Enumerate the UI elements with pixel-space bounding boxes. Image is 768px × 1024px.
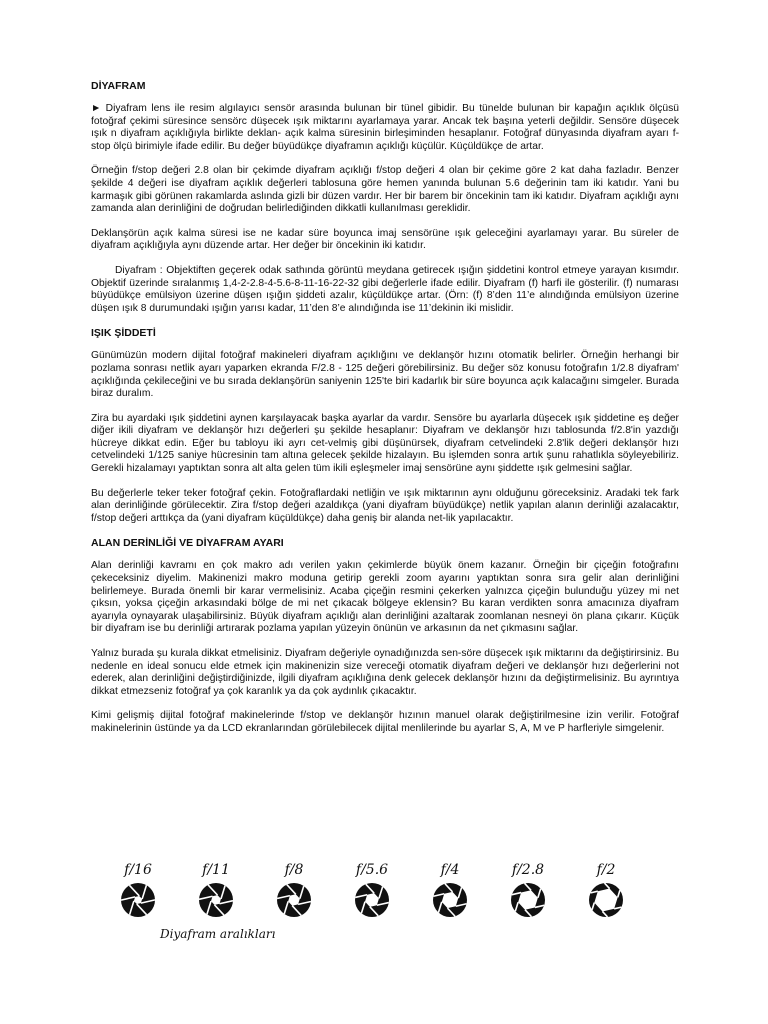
- aperture-label: f/16: [124, 862, 152, 878]
- paragraph: ► Diyafram lens ile resim algılayıcı sensör arasında bulunan bir tünel gibidir. Bu tünelde bulunan bir kapağın açıklık ölçüsü fotoğraf çekimi süresince sensörc düşecek ışık miktarını ayarlamaya yarar. Ancak tek başına yeterli değildir. Sensöre düşecek ışık n diyafram açıklığıyla birlikte deklan- açık kalma süresinin birleşiminden hesaplanır. Fotoğraf dünyasında diyafram ayarı f-stop ölçü birimiyle ifade edilir. Bu değer büyüdükçe diyaframın açıklığı küçülür. Küçüldükçe de artar.: [91, 103, 679, 152]
- figure-caption: Diyafram aralıkları: [160, 927, 276, 941]
- paragraph: Örneğin f/stop değeri 2.8 olan bir çekimde diyafram açıklığı f/stop değeri 4 olan bir çekime göre 2 kat daha fazladır. Benzer şekilde 4 değeri ise diyafram açıklık değerleri tablosuna göre hemen yanında bulunan 5.6 değerinin tam iki katıdır. Yani bu karmaşık gibi görünen rakamlarda aslında gizli bir düzen vardır. Her bir barem bir öncekinin tam iki katıdır. Diyafram açıklığı aynı zamanda alan derinliğini de doğrudan belirlediğinden dikkatli kullanılması gereklidir.: [91, 165, 679, 215]
- paragraph: Diyafram : Objektiften geçerek odak sathında görüntü meydana getirecek ışığın şiddetini kontrol etmeye yarayan kısımdır. Objektif üzerinde sıralanmış 1,4-2-2.8-4-5.6-8-11-16-22-32 gibi değerlerle ifade edilir. Diyafram (f) harfi ile gösterilir. (f) numarası büyüdükçe emülsiyon üzerine düşen ışığın şiddeti azalır, küçüldükçe artar. (Örn: (f) 8’den 11’e alındığında emülsiyon üzerine düşen ışık 8 durumundaki ışığın yarısı kadar, 11’den 8’e alındığında ise 11’dekinin iki mislidir.: [91, 264, 679, 314]
- aperture-figure: [108, 858, 636, 946]
- aperture-diagram: [355, 883, 389, 917]
- aperture-diagram: [511, 883, 545, 917]
- aperture-diagram: [433, 883, 467, 917]
- paragraph: Deklanşörün açık kalma süresi ise ne kadar süre boyunca imaj sensörüne ışık geleceğini ayarlamayı yarar. Bu süreler de diyafram açıklığıyla aynı düzende artar. Her değer bir öncekinin iki katıdır.: [91, 227, 679, 252]
- aperture-label: f/2.8: [511, 862, 545, 878]
- paragraph: Alan derinliği kavramı en çok makro adı verilen yakın çekimlerde büyük önem kazanır. Örneğin bir çiçeğin fotoğrafını çekeceksiniz diyelim. Makinenizi makro moduna getirip gerekli zoom ayarını yaptıktan sonra sıra gelir alan derinliğini belirlemeye. Burada önemli bir karar vermelisiniz. Acaba çiçeğin resmini çekerken yalnızca çiçeğin bulunduğu yüzey mi net çıksın, yoksa çiçeğin arkasındaki bölge de mi net çıkacak bölgeye eklensin? Bu karan verdikten sonra amacınıza diyafram ayarıyla oynayarak ulaşabilirsiniz. Büyük diyafram açıklığı alan derinliğini azaltarak zoomlanan nesneyi ön plana çıkarır. Küçük bir diyafram ise bu derinliği artırarak pozlama yapılan yüzeyin önünün ve arkasının da net çıkmasını sağlar.: [91, 560, 679, 635]
- paragraph: Kimi gelişmiş dijital fotoğraf makinelerinde f/stop ve deklanşör hızının manuel olarak değiştirilmesine izin verilir. Fotoğraf makinelerinin üstünde ya da LCD ekranlarından görülebilecek dijital menlilerinde bu ayarlar S, A, M ve P harfleriyle simgelenir.: [91, 710, 679, 734]
- aperture-diagram: [589, 883, 623, 917]
- aperture-label: f/2: [596, 862, 616, 878]
- aperture-illustration: [108, 858, 636, 946]
- section-heading-alan-derinligi: ALAN DERİNLİĞİ VE DİYAFRAM AYARI: [91, 537, 284, 550]
- section-heading-isik-siddeti: IŞIK ŞİDDETİ: [91, 327, 156, 340]
- aperture-label: f/8: [284, 862, 304, 878]
- aperture-label: f/11: [202, 862, 230, 878]
- paragraph: Günümüzün modern dijital fotoğraf makineleri diyafram açıklığını ve deklanşör hızını otomatik belirler. Örneğin herhangi bir pozlama sonrası netlik ayarı yaparken ekranda F/2.8 - 125 değeri görebilirsiniz. Bu değer söz konusu fotoğrafın 1/2.8 diyafram' açıklığında çekileceğini ve bu sırada deklanşörün saniyenin 125'te biri kadarlık bir süre boyunca açık kalacağını simgeler. Burada biraz duralım.: [91, 350, 679, 400]
- aperture-diagram: [199, 883, 233, 917]
- section-heading-diyafram: DİYAFRAM: [91, 80, 146, 92]
- aperture-label: f/4: [440, 862, 460, 878]
- aperture-label: f/5.6: [355, 862, 389, 878]
- paragraph: Bu değerlerle teker teker fotoğraf çekin. Fotoğraflardaki netliğin ve ışık miktarının aynı olduğunu göreceksiniz. Aradaki tek fark alan derinliğinde görülecektir. Zira f/stop değeri azaldıkça (yani diyafram büyüdükçe) netlik yapılan alanın derinliği azalacaktır, f/stop değeri arttıkça da (yani diyafram küçüldükçe) daha geniş bir alanda net-lik yapılacaktır.: [91, 487, 679, 524]
- paragraph: Yalnız burada şu kurala dikkat etmelisiniz. Diyafram değeriyle oynadığınızda sen-söre düşecek ışık miktarını da değiştirirsiniz. Bu nedenle en ideal sonucu elde etmek için makinenizin size vereceği otomatik diyafram değeri ve deklanşör hızı değerlerini not ederek, alan derinliğini değiştirdiğinizde, ilgili diyafram açıklığına denk gelecek deklanşör hızını da değiştirmelisiniz. Bu ayrıntıya dikkat etmezseniz fotoğraf ya çok karanlık ya da çok aydınlık çıkacaktır.: [91, 648, 679, 697]
- paragraph: Zira bu ayardaki ışık şiddetini aynen karşılayacak başka ayarlar da vardır. Sensöre bu ayarlarla düşecek ışık şiddetine eş değer diğer ikili diyafram ve deklanşör hızı değerleri şu şekilde hesaplanır: Diyafram ve deklanşör hızı tablosunda f/2.8'in yazdığı hücreye dikkat edin. Eğer bu tabloyu iki ayrı cet-velmiş gibi düşünürsek, diyafram cetvelindeki 2.8'lik değeri deklanşör hızı cetvelindeki 1/125 saniye hücresinin tam altına gelecek şekilde hizalayın. Bu işlemden sonra artık şunu rahatlıkla söyleyebiliriz. Gerekli hizalamayı yaptıktan sonra alt alta gelen tüm ikili eşleşmeler imaj sensörüne aynı şiddette ışık gelmesini sağlar.: [91, 412, 679, 475]
- document-body: [91, 80, 679, 748]
- aperture-diagram: [277, 883, 311, 917]
- aperture-diagram: [121, 883, 155, 917]
